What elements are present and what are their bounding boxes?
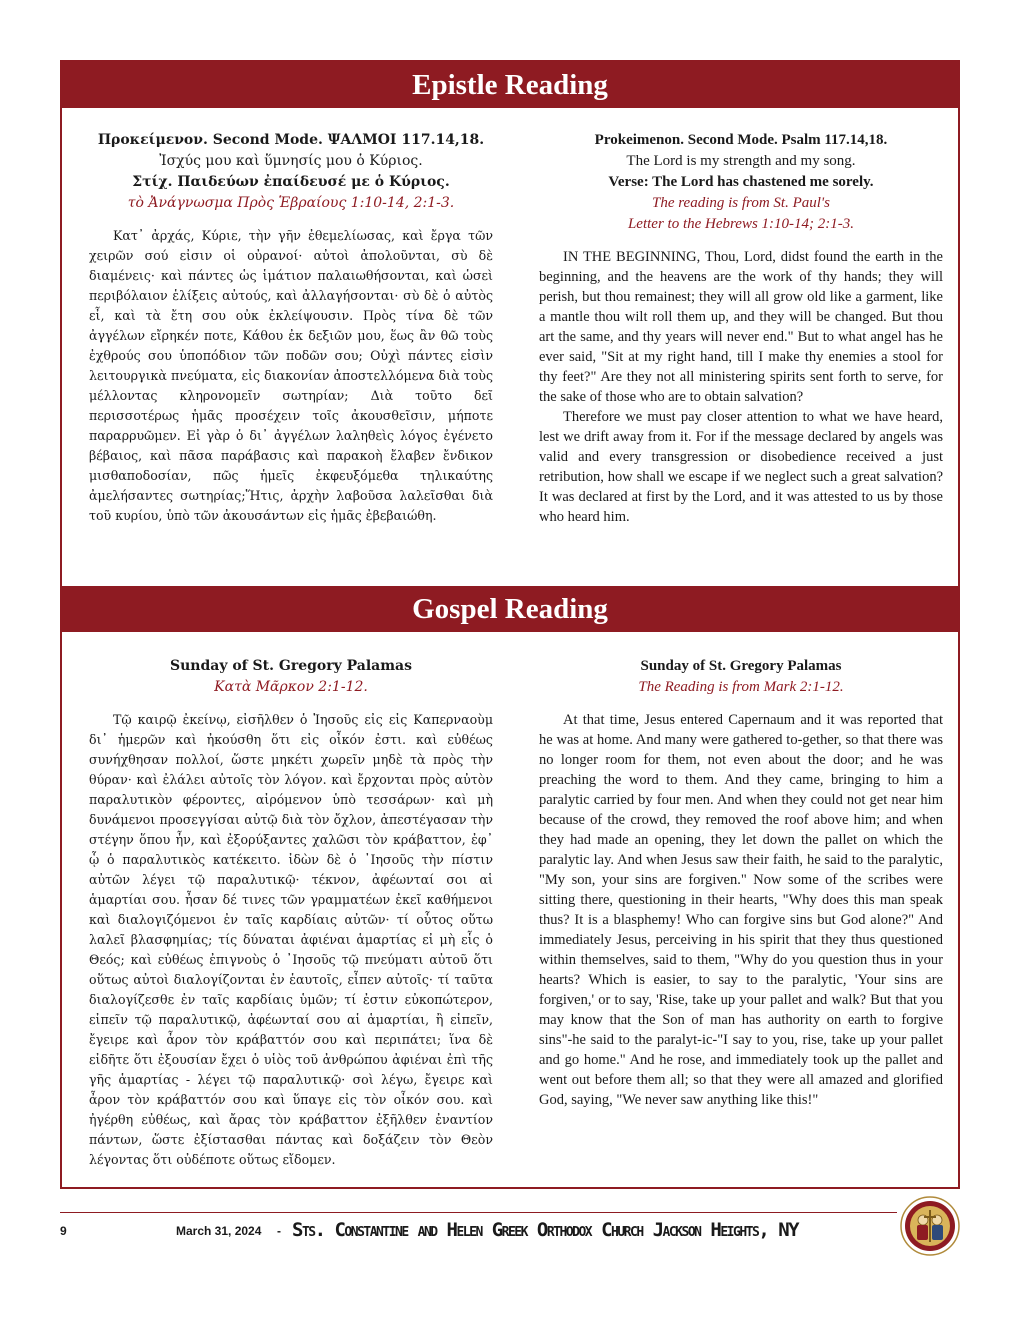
- paragraph: At that time, Jesus entered Capernaum and it was reported that he was at home. And many were gathered to-gether, so that there was no longer room for them, not even about the door; and he was preaching the word to them. And they came, bringing to him a paralytic carried by four men. And when they could not get near him because of the crowd, they removed the roof above him; and when they had made an opening, they let down the pallet on which the paralytic lay. And when Jesus saw their faith, he said to the paralytic, "My son, your sins are forgiven." Now some of the scribes were sitting there, questioning in their hearts, "Why does this man speak thus? It is a blasphemy! Who can forgive sins but God alone?" And immediately Jesus, perceiving in his spirit that they thus questioned within themselves, said to them, "Why do you question thus in your hearts? Which is easier, to say to the paralytic, 'Your sins are forgiven,' or to say, 'Rise, take up your pallet and walk? But that you may know that the Son of man has authority on earth to forgive sins"-he said to the paralyt-ic-"I say to you, rise, take up your pallet and go home." And he rose, and immediately took up the pallet and went out before them all; so that they were all amazed and glorified God, saying, "We never saw anything like this!": [539, 712, 943, 1108]
- epistle-english-reference-1: The reading is from St. Paul's: [652, 195, 830, 211]
- epistle-english-reference-2: Letter to the Hebrews 1:10-14; 2:1-3.: [627, 216, 855, 232]
- epistle-greek-prokeimenon: Προκείμενον. Second Mode. ΨΑΛΜΟΙ 117.14,18.: [97, 132, 485, 148]
- epistle-greek-text: [89, 226, 493, 526]
- gospel-english-column: [539, 656, 943, 1110]
- gospel-english-sunday: Sunday of St. Gregory Palamas: [640, 658, 842, 674]
- church-seal-icon: [900, 1196, 960, 1256]
- gospel-greek-header: [89, 656, 493, 698]
- epistle-english-column: [539, 130, 943, 527]
- gospel-heading: Gospel Reading: [62, 586, 958, 632]
- footer-church-name: Sts. Constantine and Helen Greek Orthodox Church Jackson Heights, NY: [292, 1219, 799, 1241]
- page-footer: [60, 1218, 900, 1248]
- gospel-english-text: [539, 710, 943, 1110]
- epistle-greek-reference: τὸ Ἀνάγνωσμα Πρὸς Ἑβραίους 1:10-14, 2:1-3.: [127, 195, 455, 211]
- epistle-greek-header: [89, 130, 493, 214]
- footer-separator: -: [277, 1224, 281, 1238]
- epistle-english-line: The Lord is my strength and my song.: [626, 153, 856, 169]
- gospel-greek-column: [89, 656, 493, 1170]
- paragraph: Κατ᾽ ἀρχάς, Κύριε, τὴν γῆν ἐθεμελίωσας, καὶ ἔργα τῶν χειρῶν σού εἰσιν οἱ οὐρανοί· αὐτοὶ ἀπολοῦνται, σὺ δὲ διαμένεις· καὶ πάντες ὡς ἱμάτιον παλαιωθήσονται, καὶ ὡσεὶ περιβόλαιον ἑλίξεις αὐτούς, καὶ ἀλλαγήσονται· σὺ δὲ ὁ αὐτὸς εἶ, καὶ τὰ ἔτη σου οὐκ ἐκλείψουσιν. Πρὸς τίνα δὲ τῶν ἀγγέλων εἴρηκέν ποτε, Κάθου ἐκ δεξιῶν μου, ἕως ἂν θῶ τοὺς ἐχθρούς σου ὑποπόδιον τῶν ποδῶν σου; Οὐχὶ πάντες εἰσὶν λειτουργικὰ πνεύματα, εἰς διακονίαν ἀποστελλόμενα διὰ τοὺς μέλλοντας κληρονομεῖν σωτηρίαν; Διὰ τοῦτο δεῖ περισσοτέρως ἡμᾶς προσέχειν τοῖς ἀκουσθεῖσιν, μήποτε παραρρυῶμεν. Εἰ γὰρ ὁ δι᾽ ἀγγέλων λαληθεὶς λόγος ἐγένετο βέβαιος, καὶ πᾶσα παράβασις καὶ παρακοὴ ἔλαβεν ἔνδικον μισθαποδοσίαν, πῶς ἡμεῖς ἐκφευξόμεθα τηλικαύτης ἀμελήσαντες σωτηρίας;Ἥτις, ἀρχὴν λαβοῦσα λαλεῖσθαι διὰ τοῦ κυρίου, ὑπὸ τῶν ἀκουσάντων εἰς ἡμᾶς ἐβεβαιώθη.: [89, 228, 493, 523]
- footer-rule: [60, 1212, 897, 1213]
- epistle-english-text: [539, 247, 943, 527]
- paragraph: Therefore we must pay closer attention to what we have heard, lest we drift away from it. For if the message declared by angels was valid and every transgression or disobedience received a just retribution, how shall we escape if we neglect such a great salvation? It was declared at first by the Lord, and it was attested to us by those who heard him.: [539, 409, 943, 525]
- gospel-english-header: [539, 656, 943, 698]
- readings-frame: [60, 60, 960, 1189]
- page-number: 9: [60, 1224, 67, 1238]
- epistle-greek-verse: Στίχ. Παιδεύων ἐπαίδευσέ με ὁ Κύριος.: [132, 174, 450, 190]
- epistle-english-prokeimenon: Prokeimenon. Second Mode. Psalm 117.14,18.: [594, 132, 888, 148]
- epistle-english-header: [539, 130, 943, 235]
- epistle-english-verse: Verse: The Lord has chastened me sorely.: [608, 174, 874, 190]
- epistle-greek-line: Ἰσχύς μου καὶ ὕμνησίς μου ὁ Κύριος.: [159, 153, 423, 169]
- gospel-greek-text: [89, 710, 493, 1170]
- footer-date: March 31, 2024: [176, 1224, 262, 1238]
- paragraph: Τῷ καιρῷ ἐκείνῳ, εἰσῆλθεν ὁ Ἰησοῦς εἰς εἰς Καπερναοὺμ δι᾽ ἡμερῶν καὶ ἠκούσθη ὅτι εἰς οἶκόν ἐστι. καὶ εὐθέως συνήχθησαν πολλοί, ὥστε μηκέτι χωρεῖν μηδὲ τὰ πρὸς τὴν θύραν· καὶ ἐλάλει αὐτοῖς τὸν λόγον. καὶ ἔρχονται πρὸς αὐτὸν παραλυτικὸν φέροντες, αἰρόμενον ὑπὸ τεσσάρων· καὶ μὴ δυνάμενοι προσεγγίσαι αὐτῷ διὰ τὸν ὄχλον, ἀπεστέγασαν τὴν στέγην ὅπου ἦν, καὶ ἐξορύξαντες χαλῶσι τὸν κράβαττον, ἐφ᾽ ᾧ ὁ παραλυτικὸς κατέκειτο. ἰδὼν δὲ ὁ ᾿Ιησοῦς τὴν πίστιν αὐτῶν λέγει τῷ παραλυτικῷ· τέκνον, ἀφέωνταί σοι αἱ ἁμαρτίαι σου. ἦσαν δέ τινες τῶν γραμματέων ἐκεῖ καθήμενοι καὶ διαλογιζόμενοι ἐν ταῖς καρδίαις αὐτῶν· τί οὗτος οὕτω λαλεῖ βλασφημίας; τίς δύναται ἀφιέναι ἁμαρτίας εἰ μὴ εἷς ὁ Θεός; καὶ εὐθέως ἐπιγνοὺς ὁ ᾿Ιησοῦς τῷ πνεύματι αὐτοῦ ὅτι οὕτως αὐτοὶ διαλογίζονται ἐν ἑαυτοῖς, εἶπεν αὐτοῖς· τί ταῦτα διαλογίζεσθε ἐν ταῖς καρδίαις ὑμῶν; τί ἐστιν εὐκοπώτερον, εἰπεῖν τῷ παραλυτικῷ, ἀφέωνταί σου αἱ ἁμαρτίαι, ἢ εἰπεῖν, ἔγειρε καὶ ἆρον τὸν κράβαττόν σου καὶ περιπάτει; ἵνα δὲ εἰδῆτε ὅτι ἐξουσίαν ἔχει ὁ υἱὸς τοῦ ἀνθρώπου ἀφιέναι ἐπὶ τῆς γῆς ἁμαρτίας - λέγει τῷ παραλυτικῷ· σοὶ λέγω, ἔγειρε καὶ ἆρον τὸν κράβαττόν σου καὶ ὕπαγε εἰς τὸν οἶκόν σου. καὶ ἠγέρθη εὐθέως, καὶ ἄρας τὸν κράβαττον ἐξῆλθεν ἐναντίον πάντων, ὥστε ἐξίστασθαι πάντας καὶ δοξάζειν τὸν Θεὸν λέγοντας ὅτι οὐδέποτε οὕτως εἴδομεν.: [89, 712, 493, 1167]
- gospel-greek-sunday: Sunday of St. Gregory Palamas: [169, 658, 413, 674]
- gospel-english-reference: The Reading is from Mark 2:1-12.: [638, 679, 844, 695]
- gospel-greek-reference: Κατὰ Μᾶρκον 2:1-12.: [214, 679, 368, 695]
- paragraph: IN THE BEGINNING, Thou, Lord, didst found the earth in the beginning, and the heavens are the work of thy hands; they will perish, but thou remainest; they will all grow old like a garment, like a mantle thou wilt roll them up, and they will be changed. But thou art the same, and thy years will never end." But to what angel has he ever said, "Sit at my right hand, till I make thy enemies a stool for thy feet?" Are they not all ministering spirits sent forth to serve, for the sake of those who are to obtain salvation?: [539, 249, 943, 405]
- epistle-heading: Epistle Reading: [62, 62, 958, 108]
- epistle-greek-column: [89, 130, 493, 526]
